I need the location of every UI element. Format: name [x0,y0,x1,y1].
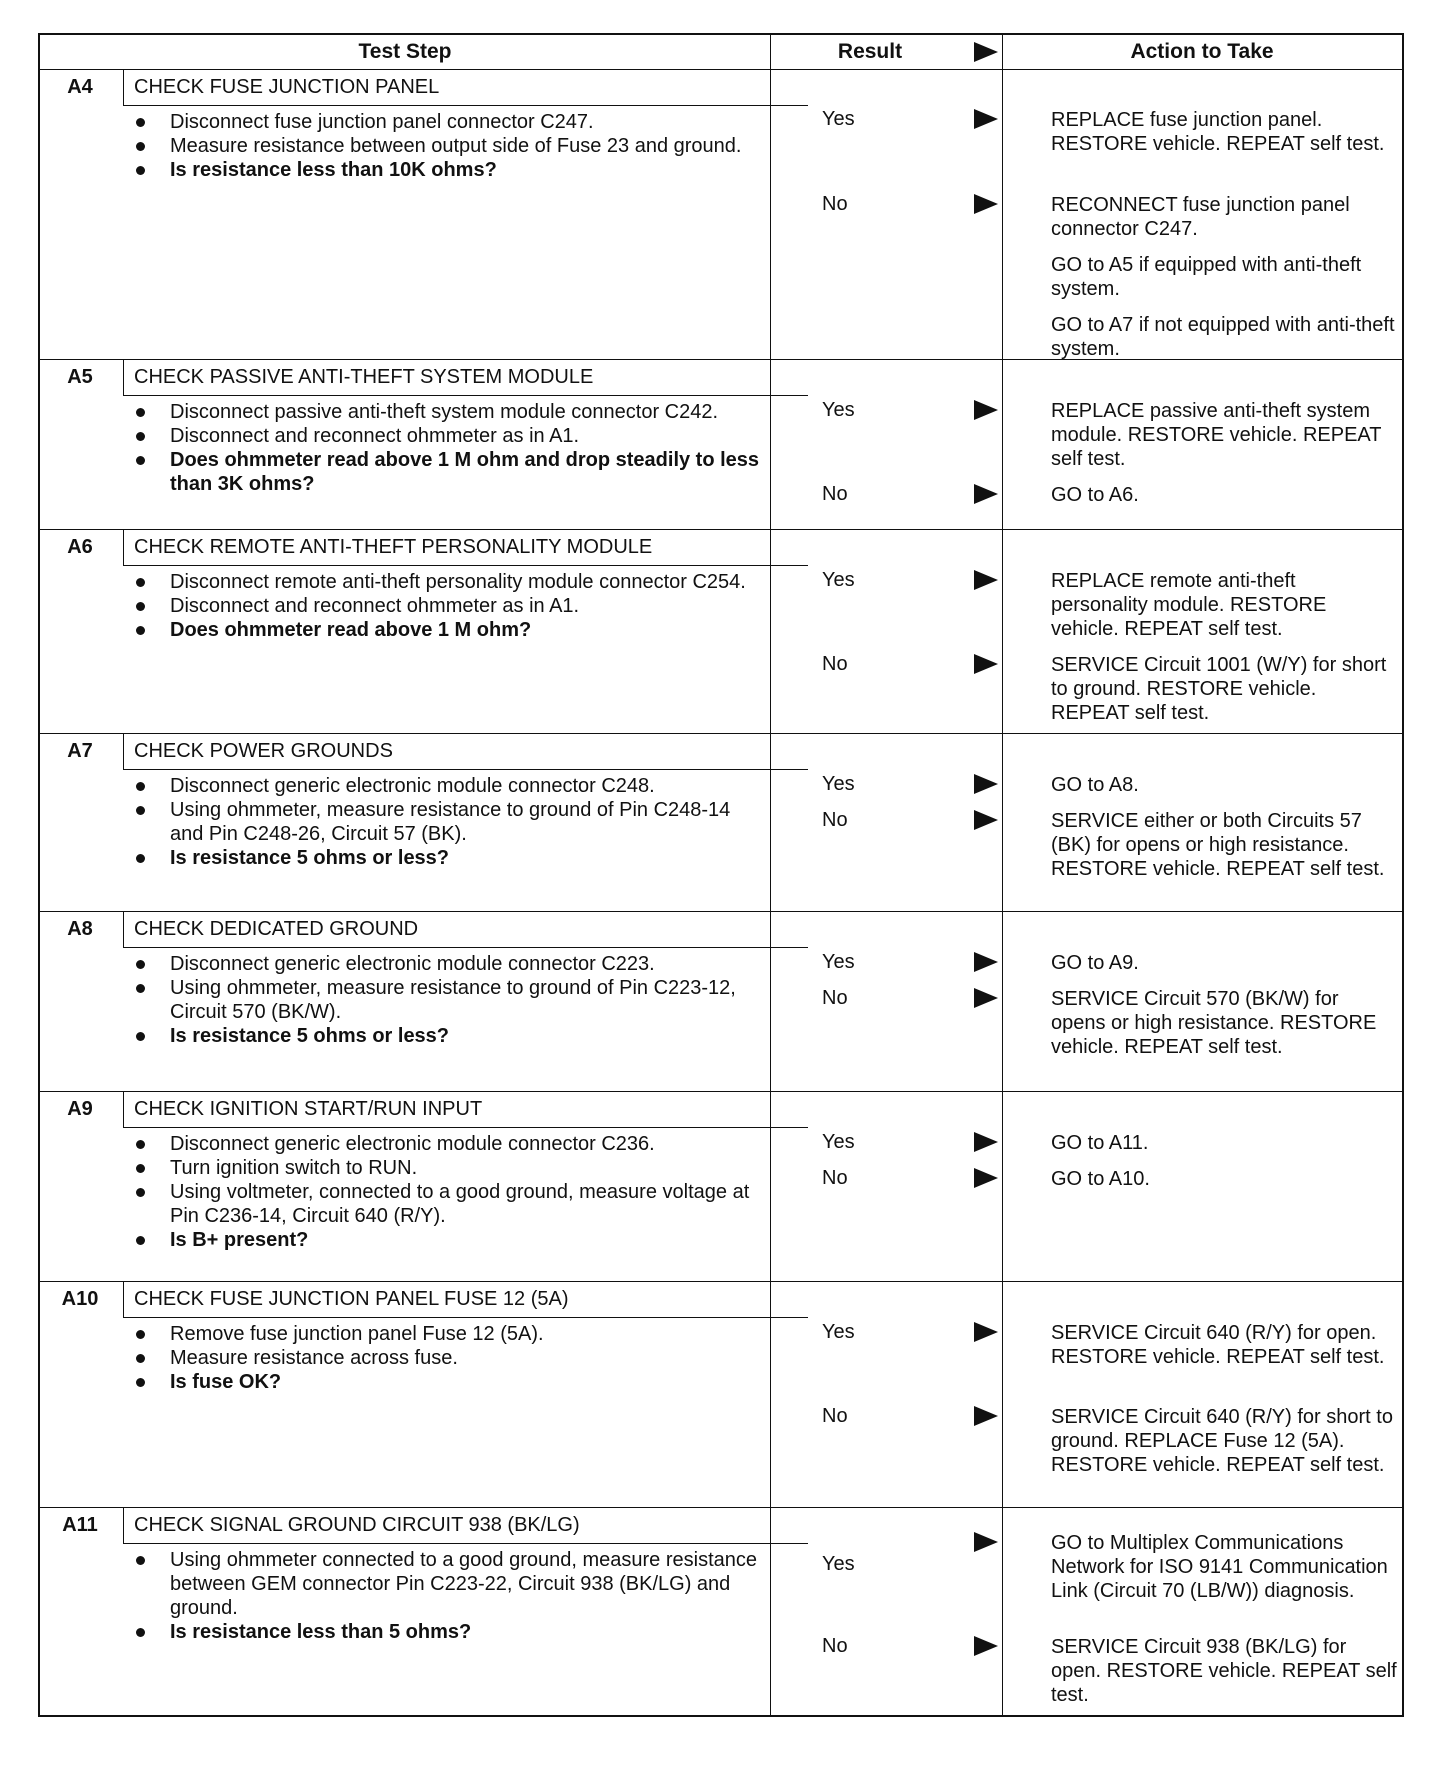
step-title-underline [123,1317,808,1318]
bullet-text: Is resistance 5 ohms or less? [170,847,450,869]
step-instruction [128,594,768,618]
arrow-icon [974,1322,998,1342]
step-id: A5 [67,366,93,388]
step-id: A10 [61,1288,99,1310]
step-bullets [128,1132,768,1252]
row-divider [40,911,1402,912]
action-text: GO to A6. [1051,484,1139,506]
result-label-yes: Yes [822,773,855,795]
bullet-text: Remove fuse junction panel Fuse 12 (5A). [170,1323,544,1345]
result-label-no: No [822,809,848,831]
header-result: Result [837,40,903,63]
bullet-icon [136,408,145,417]
bullet-text: Using ohmmeter, measure resistance to ground of Pin C223-12, Circuit 570 (BK/W). [170,977,736,1023]
step-id: A8 [67,918,93,940]
action-text: REPLACE fuse junction panel. RESTORE vehicle. REPEAT self test. [1051,109,1385,155]
step-title-underline [123,565,808,566]
result-label-yes: Yes [822,399,855,421]
step-instruction [128,110,768,134]
bullet-icon [136,1164,145,1173]
arrow-icon [974,194,998,214]
action-text: SERVICE Circuit 1001 (W/Y) for short to ground. RESTORE vehicle. REPEAT self test. [1051,654,1387,724]
bullet-text: Is fuse OK? [170,1371,282,1393]
bullet-icon [136,1236,145,1245]
step-title-underline [123,105,808,106]
bullet-text: Does ohmmeter read above 1 M ohm? [170,619,532,641]
arrow-icon [974,952,998,972]
bullet-icon [136,806,145,815]
header-action: Action to Take [1130,40,1274,63]
step-title-underline [123,769,808,770]
bullet-text: Using ohmmeter, measure resistance to ground of Pin C248-14 and Pin C248-26, Circuit 57 (BK). [170,799,731,845]
step-title: CHECK SIGNAL GROUND CIRCUIT 938 (BK/LG) [134,1514,580,1536]
bullet-icon [136,142,145,151]
bullet-icon [136,602,145,611]
bullet-text: Is resistance less than 10K ohms? [170,159,497,181]
bullet-icon [136,118,145,127]
step-instruction [128,1156,768,1180]
step-title-underline [123,395,808,396]
row-divider [40,359,1402,360]
bullet-text: Does ohmmeter read above 1 M ohm and drop steadily to less than 3K ohms? [170,449,760,495]
bullet-text: Disconnect generic electronic module connector C236. [170,1133,655,1155]
result-label-yes: Yes [822,1321,855,1343]
bullet-icon [136,626,145,635]
action-text: GO to A5 if equipped with anti-theft system. [1051,254,1362,300]
step-question [128,1228,768,1252]
step-id-separator [123,529,124,565]
bullet-text: Is resistance less than 5 ohms? [170,1621,472,1643]
step-question [128,846,768,870]
bullet-icon [136,960,145,969]
action-text: REPLACE passive anti-theft system module. RESTORE vehicle. REPEAT self test. [1051,400,1382,470]
step-bullets [128,110,768,182]
arrow-icon [974,810,998,830]
step-id: A6 [67,536,93,558]
action-text: SERVICE Circuit 570 (BK/W) for opens or high resistance. RESTORE vehicle. REPEAT self test. [1051,988,1377,1058]
step-bullets [128,774,768,870]
step-instruction [128,1180,768,1228]
column-divider-action [1002,35,1003,1715]
action-text: SERVICE Circuit 640 (R/Y) for open. RESTORE vehicle. REPEAT self test. [1051,1322,1385,1368]
step-title: CHECK FUSE JUNCTION PANEL [134,76,440,98]
action-text: GO to A11. [1051,1132,1149,1154]
header-test-step: Test Step [358,40,452,63]
step-instruction [128,1132,768,1156]
bullet-icon [136,1628,145,1637]
result-label-no: No [822,1405,848,1427]
step-bullets [128,952,768,1048]
step-question [128,1620,768,1644]
step-bullets [128,1548,768,1644]
step-title: CHECK FUSE JUNCTION PANEL FUSE 12 (5A) [134,1288,569,1310]
bullet-text: Using ohmmeter connected to a good ground, measure resistance between GEM connector Pin C223-22, Circuit 938 (BK/LG) and ground. [170,1549,758,1619]
bullet-text: Measure resistance across fuse. [170,1347,458,1369]
step-instruction [128,1322,768,1346]
arrow-icon [974,570,998,590]
step-instruction [128,134,768,158]
result-label-yes: Yes [822,569,855,591]
arrow-icon [974,1406,998,1426]
bullet-text: Turn ignition switch to RUN. [170,1157,418,1179]
result-label-no: No [822,987,848,1009]
step-instruction [128,774,768,798]
arrow-icon [974,988,998,1008]
action-text: SERVICE Circuit 938 (BK/LG) for open. RESTORE vehicle. REPEAT self test. [1051,1636,1397,1706]
result-label-yes: Yes [822,1553,855,1575]
header-divider [40,69,1402,70]
action-text: GO to A7 if not equipped with anti-theft system. [1051,314,1395,360]
action-text: GO to A9. [1051,952,1139,974]
step-instruction [128,798,768,846]
step-instruction [128,1346,768,1370]
result-label-no: No [822,1635,848,1657]
step-question [128,1370,768,1394]
result-label-yes: Yes [822,951,855,973]
step-id-separator [123,69,124,105]
row-divider [40,1091,1402,1092]
bullet-text: Disconnect and reconnect ohmmeter as in A1. [170,425,580,447]
header-arrow-icon [974,42,998,62]
step-title-underline [123,947,808,948]
row-divider [40,733,1402,734]
bullet-icon [136,1556,145,1565]
bullet-icon [136,1330,145,1339]
bullet-icon [136,166,145,175]
step-instruction [128,570,768,594]
diagnostic-table [38,33,1404,1717]
bullet-text: Disconnect remote anti-theft personality module connector C254. [170,571,746,593]
step-instruction [128,952,768,976]
bullet-text: Measure resistance between output side of Fuse 23 and ground. [170,135,742,157]
arrow-icon [974,774,998,794]
action-text: RECONNECT fuse junction panel connector C247. [1051,194,1350,240]
arrow-icon [974,1532,998,1552]
bullet-text: Disconnect passive anti-theft system module connector C242. [170,401,719,423]
step-bullets [128,1322,768,1394]
step-id-separator [123,1091,124,1127]
step-id-separator [123,911,124,947]
step-question [128,618,768,642]
step-id-separator [123,1281,124,1317]
step-id: A4 [67,76,93,98]
step-instruction [128,1548,768,1620]
bullet-text: Is B+ present? [170,1229,309,1251]
arrow-icon [974,654,998,674]
bullet-icon [136,984,145,993]
step-id-separator [123,359,124,395]
bullet-text: Is resistance 5 ohms or less? [170,1025,450,1047]
bullet-icon [136,854,145,863]
row-divider [40,1507,1402,1508]
action-text: GO to A8. [1051,774,1139,796]
action-text: GO to Multiplex Communications Network for ISO 9141 Communication Link (Circuit 70 (LB/W)) diagnosis. [1051,1532,1388,1602]
arrow-icon [974,109,998,129]
bullet-text: Disconnect and reconnect ohmmeter as in A1. [170,595,580,617]
bullet-text: Disconnect generic electronic module connector C223. [170,953,655,975]
bullet-icon [136,782,145,791]
step-title-underline [123,1127,808,1128]
column-divider-result [770,35,771,1715]
arrow-icon [974,1132,998,1152]
result-label-no: No [822,1167,848,1189]
step-question [128,1024,768,1048]
bullet-icon [136,1188,145,1197]
row-divider [40,1281,1402,1282]
step-id: A7 [67,740,93,762]
step-id-separator [123,1507,124,1543]
action-text: GO to A10. [1051,1168,1150,1190]
step-bullets [128,570,768,642]
step-id: A11 [62,1514,98,1536]
step-title: CHECK DEDICATED GROUND [134,918,419,940]
step-title: CHECK POWER GROUNDS [134,740,393,762]
arrow-icon [974,1636,998,1656]
step-instruction [128,400,768,424]
arrow-icon [974,400,998,420]
step-id: A9 [67,1098,93,1120]
result-label-yes: Yes [822,108,855,130]
step-bullets [128,400,768,496]
step-question [128,448,768,496]
bullet-icon [136,432,145,441]
bullet-icon [136,1354,145,1363]
bullet-text: Disconnect generic electronic module connector C248. [170,775,655,797]
bullet-icon [136,1378,145,1387]
step-question [128,158,768,182]
bullet-icon [136,578,145,587]
bullet-icon [136,1140,145,1149]
step-title-underline [123,1543,808,1544]
action-text: SERVICE either or both Circuits 57 (BK) for opens or high resistance. RESTORE vehicle. REPEAT self test. [1051,810,1385,880]
action-text: REPLACE remote anti-theft personality module. RESTORE vehicle. REPEAT self test. [1051,570,1327,640]
result-label-no: No [822,193,848,215]
bullet-text: Using voltmeter, connected to a good ground, measure voltage at Pin C236-14, Circuit 640 (R/Y). [170,1181,750,1227]
bullet-text: Disconnect fuse junction panel connector C247. [170,111,594,133]
step-title: CHECK IGNITION START/RUN INPUT [134,1098,483,1120]
result-label-yes: Yes [822,1131,855,1153]
arrow-icon [974,484,998,504]
action-text: SERVICE Circuit 640 (R/Y) for short to ground. REPLACE Fuse 12 (5A). RESTORE vehicle. REPEAT self test. [1051,1406,1393,1476]
row-divider [40,529,1402,530]
arrow-icon [974,1168,998,1188]
bullet-icon [136,456,145,465]
step-title: CHECK PASSIVE ANTI-THEFT SYSTEM MODULE [134,366,594,388]
bullet-icon [136,1032,145,1041]
step-id-separator [123,733,124,769]
result-label-no: No [822,483,848,505]
step-title: CHECK REMOTE ANTI-THEFT PERSONALITY MODULE [134,536,653,558]
result-label-no: No [822,653,848,675]
step-instruction [128,424,768,448]
step-instruction [128,976,768,1024]
